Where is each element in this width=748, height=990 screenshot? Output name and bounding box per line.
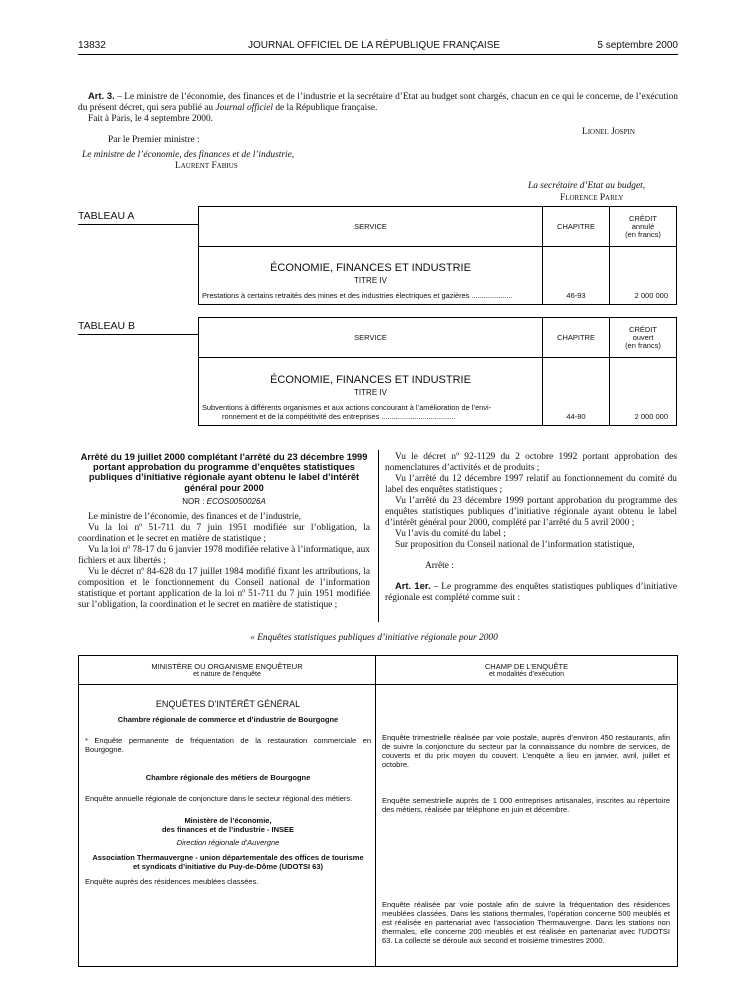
article-1 [385, 580, 677, 604]
tableau-a-row-text: Prestations à certains retraités des mines et des industries électriques et gazières .................... [202, 291, 513, 300]
org-insee-l2: des finances et de l’industrie - INSEE [161, 825, 295, 834]
enquetes-header-rule [79, 684, 677, 685]
col-left-sub: et nature de l’enquête [193, 671, 261, 678]
tableau-a-credit-sub: annulé [631, 221, 655, 231]
arrete-word: Arrête : [425, 561, 454, 571]
nor-label: NOR : [182, 497, 207, 506]
org-thermauvergne: Association Thermauvergne - union départementale des offices de tourisme et syndicats d’initiative du Puy-de-Dôme (UDOTSI 63) [92, 853, 364, 871]
tableau-b-credit-sub: ouvert [632, 332, 654, 342]
tableau-a-credit-label: CRÉDIT [629, 213, 657, 223]
column-divider [378, 450, 379, 622]
article-3-text-end: de la République française. [273, 103, 378, 113]
secretary-title: La secrétaire d’Etat au budget, [528, 181, 646, 191]
tableau-b-credit-label: CRÉDIT [629, 324, 657, 334]
right-para: Sur proposition du Conseil national de l’information statistique, [395, 540, 635, 550]
page-number: 13832 [78, 40, 106, 51]
fait-a-paris: Fait à Paris, le 4 septembre 2000. [88, 114, 213, 124]
enquetes-col-right-header [376, 663, 677, 679]
tableau-a-col-service: SERVICE [199, 207, 543, 247]
right-para: Vu l’arrêté du 23 décembre 1999 portant approbation du programme des enquêtes statistiques publiques d’initiative régionale ayant obtenu le label d’intérêt général pour 2000, complété par l’arrêté du 5 avril 2000 ; [385, 496, 677, 528]
journal-title: JOURNAL OFFICIEL DE LA RÉPUBLIQUE FRANÇAISE [247, 40, 501, 51]
tableau-b-col-chapitre: CHAPITRE [543, 318, 610, 358]
col-right-sub: et modalités d’exécution [488, 671, 565, 678]
left-para: Vu le décret nº 84-628 du 17 juillet 1984 modifié fixant les attributions, la composition et le fonctionnement du Conseil national de l’information statistique et portant application de la loi nº 51-711 du 7 juin 1951 modifiée sur l’obligation, la coordination et le secret en matière de statistique ; [78, 567, 370, 610]
tableau-a-titre: TITRE IV [354, 276, 387, 285]
article-1-label: Art. 1er. [395, 580, 431, 591]
article-1-text: – Le programme des enquêtes statistiques publiques d’initiative régionale est complété comme suit : [385, 582, 677, 603]
tableau-a-service-cell [199, 247, 543, 305]
article-3-label: Art. 3. [88, 90, 115, 101]
arrete-nor [78, 497, 370, 506]
enquetes-col-divider [375, 656, 376, 966]
tableau-b-titre: TITRE IV [354, 388, 387, 397]
tableau-a-col-chapitre: CHAPITRE [543, 207, 610, 247]
left-para: Vu la loi nº 51-711 du 7 juin 1951 modifiée sur l’obligation, la coordination et le secret en matière de statistique ; [78, 523, 370, 544]
org-insee-direction: Direction régionale d’Auvergne [176, 838, 280, 847]
enquete-meubles: Enquête auprès des résidences meublées classées. [85, 877, 259, 886]
left-para: Le ministre de l’économie, des finances et de l’industrie, [88, 512, 301, 522]
tableau-b-credit-unit: (en francs) [625, 340, 661, 350]
enquetes-left-content [85, 700, 371, 886]
tableau-b-col-service: SERVICE [199, 318, 543, 358]
tableau-b-section: ÉCONOMIE, FINANCES ET INDUSTRIE [270, 374, 471, 386]
tableau-a-col-credit [610, 207, 677, 247]
enquete-restauration: * Enquête permanente de fréquentation de la restauration commerciale en Bourgogne. [85, 736, 371, 754]
tableau-b-service-cell [199, 358, 543, 426]
tableau-a-credit: 2 000 000 [610, 247, 677, 305]
arrete-right-column [385, 452, 677, 604]
champ-metiers: Enquête semestrielle auprès de 1 000 entreprises artisanales, inscrites au répertoire des métiers, réalisée par téléphone en juin et décembre. [382, 796, 670, 814]
enquetes-caption: « Enquêtes statistiques publiques d’initiative régionale pour 2000 [250, 633, 498, 643]
nor-value: ECOS0050026A [206, 497, 266, 506]
col-right-title: CHAMP DE L’ENQUÊTE [484, 662, 569, 671]
right-para: Vu l’arrêté du 12 décembre 1997 relatif au fonctionnement du comité du label des enquêtes statistiques ; [385, 474, 677, 495]
champ-restauration: Enquête trimestrielle réalisée par voie postale, auprès d’environ 450 restaurants, afin de suivre la conjoncture du secteur par la connaissance du nombre de services, de couverts et du prix moyen du couvert. L’enquête a lieu en janvier, avril, juillet et octobre. [382, 733, 670, 769]
signer-jospin: Lionel Jospin [582, 127, 635, 137]
org-metiers-bourgogne: Chambre régionale des métiers de Bourgogne [145, 773, 311, 782]
minister-title: Le ministre de l’économie, des finances et de l’industrie, [82, 150, 295, 160]
org-ccir-bourgogne: Chambre régionale de commerce et d’industrie de Bourgogne [117, 715, 339, 724]
right-para: Vu l’avis du comité du label ; [395, 529, 506, 539]
page-date: 5 septembre 2000 [597, 40, 678, 51]
tableau-b [198, 317, 677, 426]
tableau-a-credit-unit: (en francs) [625, 229, 661, 239]
enquetes-section: ENQUÊTES D’INTÉRÊT GÉNÉRAL [155, 699, 301, 709]
enquetes-col-left-header [79, 663, 375, 679]
tableau-a-rule [78, 224, 198, 225]
tableau-b-row-text-2: ronnement et de la compétitivité des entreprises .................................... [222, 412, 456, 421]
article-3-text: – Le ministre de l’économie, des finances et de l’industrie et la secrétaire d’Etat au budget sont chargés, chacun en ce qui le concerne, de l’exécution du présent décret, qui sera publié au [78, 92, 678, 113]
header-rule [78, 54, 678, 55]
article-3-journal: Journal officiel [215, 103, 273, 113]
enquete-metiers: Enquête annuelle régionale de conjoncture dans le secteur régional des métiers. [85, 794, 353, 803]
tableau-b-credit: 2 000 000 [610, 358, 677, 426]
tableau-b-chapitre: 44-80 [543, 358, 610, 426]
tableau-a-chapitre: 46-93 [543, 247, 610, 305]
tableau-b-row-text-1: Subventions à différents organismes et aux actions concourant à l’amélioration de l’envi- [202, 403, 492, 412]
arrete-left-column [78, 512, 370, 611]
article-3 [78, 90, 678, 125]
tableau-b-label: TABLEAU B [78, 320, 135, 332]
right-para: Vu le décret nº 92-1129 du 2 octobre 1992 portant approbation des nomenclatures d’activités et de produits ; [385, 452, 677, 473]
champ-meubles: Enquête réalisée par voie postale afin de suivre la fréquentation des résidences meublées classées. Dans les stations thermales, l’opération concerne 500 meublés et est réalisée en partenariat avec l’association Thermauvergne. Dans les stations non thermales, elle concerne 200 meublés et est réalisée en partenariat avec l’UDOTSI 63. La collecte se déroule aux second et troisième trimestres 2000. [382, 900, 670, 945]
minister-name: Laurent Fabius [175, 161, 238, 171]
par-premier-ministre: Par le Premier ministre : [108, 135, 200, 145]
col-left-title: MINISTÈRE OU ORGANISME ENQUÊTEUR [151, 662, 303, 671]
tableau-a-section: ÉCONOMIE, FINANCES ET INDUSTRIE [270, 262, 471, 274]
org-insee-l1: Ministère de l’économie, [184, 816, 272, 825]
tableau-a-label: TABLEAU A [78, 210, 135, 222]
secretary-name: Florence Parly [560, 193, 624, 203]
left-para: Vu la loi nº 78-17 du 6 janvier 1978 modifiée relative à l’informatique, aux fichiers et aux libertés ; [78, 545, 370, 566]
enquetes-table [78, 655, 678, 967]
tableau-b-col-credit [610, 318, 677, 358]
tableau-b-rule [78, 334, 198, 335]
arrete-title: Arrêté du 19 juillet 2000 complétant l’arrêté du 23 décembre 1999 portant approbation du programme d’enquêtes statistiques publiques d’initiative régionale ayant obtenu le label d’intérêt général pour 2000 [80, 452, 368, 493]
tableau-a [198, 206, 677, 305]
